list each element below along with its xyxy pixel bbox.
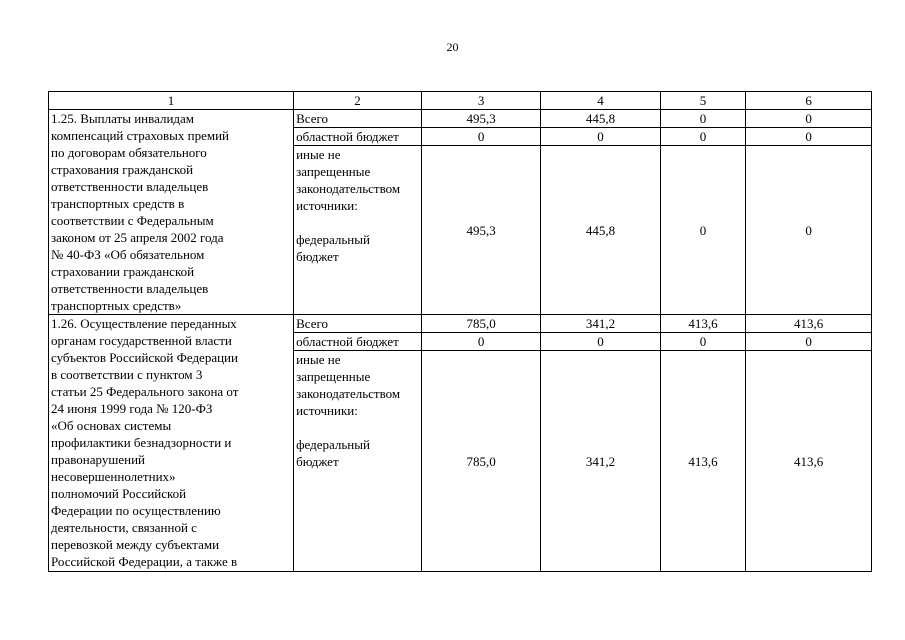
column-header-5: 5 <box>660 92 746 110</box>
column-header-2: 2 <box>294 92 422 110</box>
page-number: 20 <box>446 40 459 54</box>
cell-value: 341,2 <box>541 315 660 333</box>
column-header-1: 1 <box>49 92 294 110</box>
cell-value: 785,0 <box>421 315 540 333</box>
cell-value: 0 <box>746 110 872 128</box>
cell-value: 0 <box>541 128 660 146</box>
cell-value: 413,6 <box>746 315 872 333</box>
budget-table <box>48 91 872 572</box>
column-header-4: 4 <box>541 92 660 110</box>
cell-value: 0 <box>746 146 872 315</box>
row-label: Всего <box>294 110 422 128</box>
item-description: 1.26. Осуществление переданных органам государственной власти субъектов Российской Федерации в соответствии с пунктом 3 статьи 25 Федерального закона от 24 июня 1999 года № 120-ФЗ «Об основах системы профилактики безнадзорности и правонарушений несовершеннолетних» полномочий Российской Федерации по осуществлению деятельности, связанной с перевозкой между субъектами Российской Федерации, а также в <box>49 315 294 572</box>
cell-value: 0 <box>746 333 872 351</box>
table-row <box>49 315 872 333</box>
cell-value: 0 <box>660 333 746 351</box>
row-label: областной бюджет <box>294 128 422 146</box>
cell-value: 445,8 <box>541 110 660 128</box>
cell-value: 0 <box>660 110 746 128</box>
column-header-6: 6 <box>746 92 872 110</box>
cell-value: 0 <box>660 128 746 146</box>
cell-value: 495,3 <box>421 110 540 128</box>
item-description: 1.25. Выплаты инвалидам компенсаций страховых премий по договорам обязательного страхования гражданской ответственности владельцев транспортных средств в соответствии с Федеральным законом от 25 апреля 2002 года № 40-ФЗ «Об обязательном страховании гражданской ответственности владельцев транспортных средств» <box>49 110 294 315</box>
cell-value: 445,8 <box>541 146 660 315</box>
table-header-row <box>49 92 872 110</box>
cell-value: 413,6 <box>660 315 746 333</box>
cell-value: 0 <box>746 128 872 146</box>
row-label: Всего <box>294 315 422 333</box>
row-label: иные не запрещенные законодательством источники: федеральный бюджет <box>294 351 422 572</box>
cell-value: 785,0 <box>421 351 540 572</box>
cell-value: 0 <box>660 146 746 315</box>
cell-value: 0 <box>421 128 540 146</box>
column-header-3: 3 <box>421 92 540 110</box>
row-label: иные не запрещенные законодательством источники: федеральный бюджет <box>294 146 422 315</box>
table-row <box>49 110 872 128</box>
cell-value: 341,2 <box>541 351 660 572</box>
row-label: областной бюджет <box>294 333 422 351</box>
cell-value: 0 <box>421 333 540 351</box>
cell-value: 495,3 <box>421 146 540 315</box>
cell-value: 413,6 <box>660 351 746 572</box>
cell-value: 0 <box>541 333 660 351</box>
cell-value: 413,6 <box>746 351 872 572</box>
